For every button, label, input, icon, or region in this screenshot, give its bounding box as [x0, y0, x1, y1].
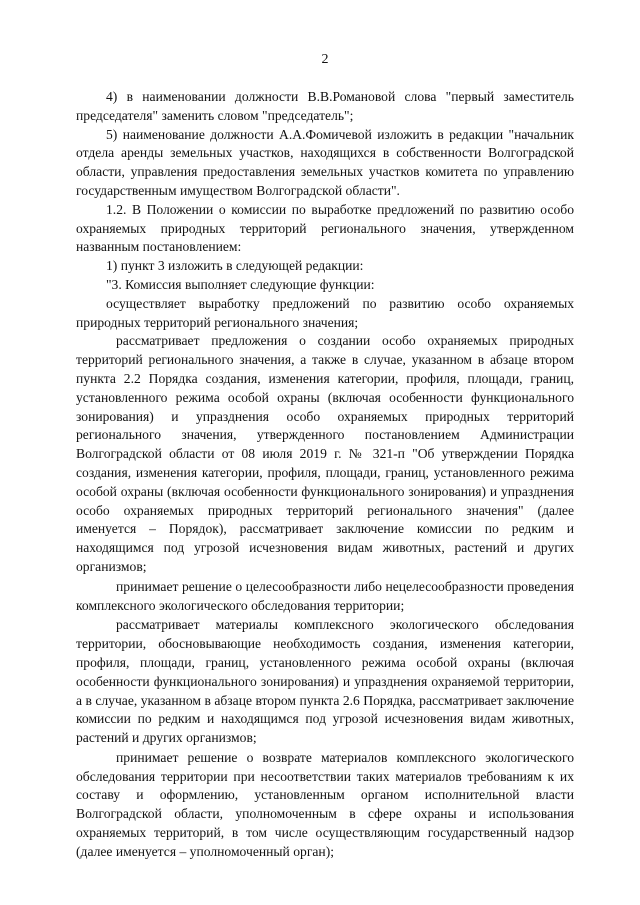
paragraph-function-5: принимает решение о возврате материалов комплексного экологического обследования территории при несоответствии таких материалов требованиям к их составу и оформлению, установленным органом исполнительной власти Волгоградской области, уполномоченным в сфере охраны и использования охраняемых территорий, в том числе осуществляющим государственный надзор (далее именуется – уполномоченный орган);: [76, 749, 574, 859]
page-number: 2: [321, 52, 329, 67]
paragraph-item-4: 4) в наименовании должности В.В.Романовой слова "первый заместитель председателя" заменить словом "председатель";: [76, 89, 574, 123]
paragraph-function-3: принимает решение о целесообразности либо нецелесообразности проведения комплексного экологического обследования территории;: [76, 578, 574, 613]
paragraph-clause-3-heading: "3. Комиссия выполняет следующие функции:: [106, 276, 375, 292]
paragraph-item-5: 5) наименование должности А.А.Фомичевой изложить в редакции "начальник отдела аренды земельных участков, находящихся в собственности Волгоградской области, управления предоставления земельных участков комитета по управлению государственным имуществом Волгоградской области".: [76, 126, 574, 198]
paragraph-function-2: рассматривает предложения о создании особо охраняемых природных территорий регионального значения, а также в случае, указанном в абзаце втором пункта 2.2 Порядка создания, изменения категории, профиля, площади, границ, установленного режима особой охраны (включая особенности функционального зонирования) и упразднения особо охраняемых природных территорий регионального значения, утвержденного постановлением Администрации Волгоградской области от 08 июля 2019 г. № 321-п "Об утверждении Порядка создания, изменения категории, профиля, площади, границ, установленного режима особой охраны (включая особенности функционального зонирования) и упразднения особо охраняемых природных территорий регионального значения" (далее именуется – Порядок), рассматривает заключение комиссии по редким и находящимся под угрозой исчезновения видам животных, растений и других организмов;: [76, 333, 574, 574]
paragraph-section-1-2: 1.2. В Положении о комиссии по выработке предложений по развитию особо охраняемых природных территорий регионального значения, утвержденном названным постановлением:: [76, 201, 574, 255]
paragraph-function-4: рассматривает материалы комплексного экологического обследования территории, обосновывающие необходимость создания, изменения категории, профиля, площади, границ, установленного режима особой охраны (включая особенности функционального зонирования) и упразднения охраняемой территории, а в случае, указанном в абзаце втором пункта 2.6 Порядка, рассматривает заключение комиссии по редким и находящимся под угрозой исчезновения видам животных, растений и других организмов;: [76, 617, 574, 746]
paragraph-subitem-1: 1) пункт 3 изложить в следующей редакции:: [106, 258, 364, 274]
paragraph-function-1: осуществляет выработку предложений по развитию особо охраняемых природных территорий регионального значения;: [76, 295, 574, 330]
